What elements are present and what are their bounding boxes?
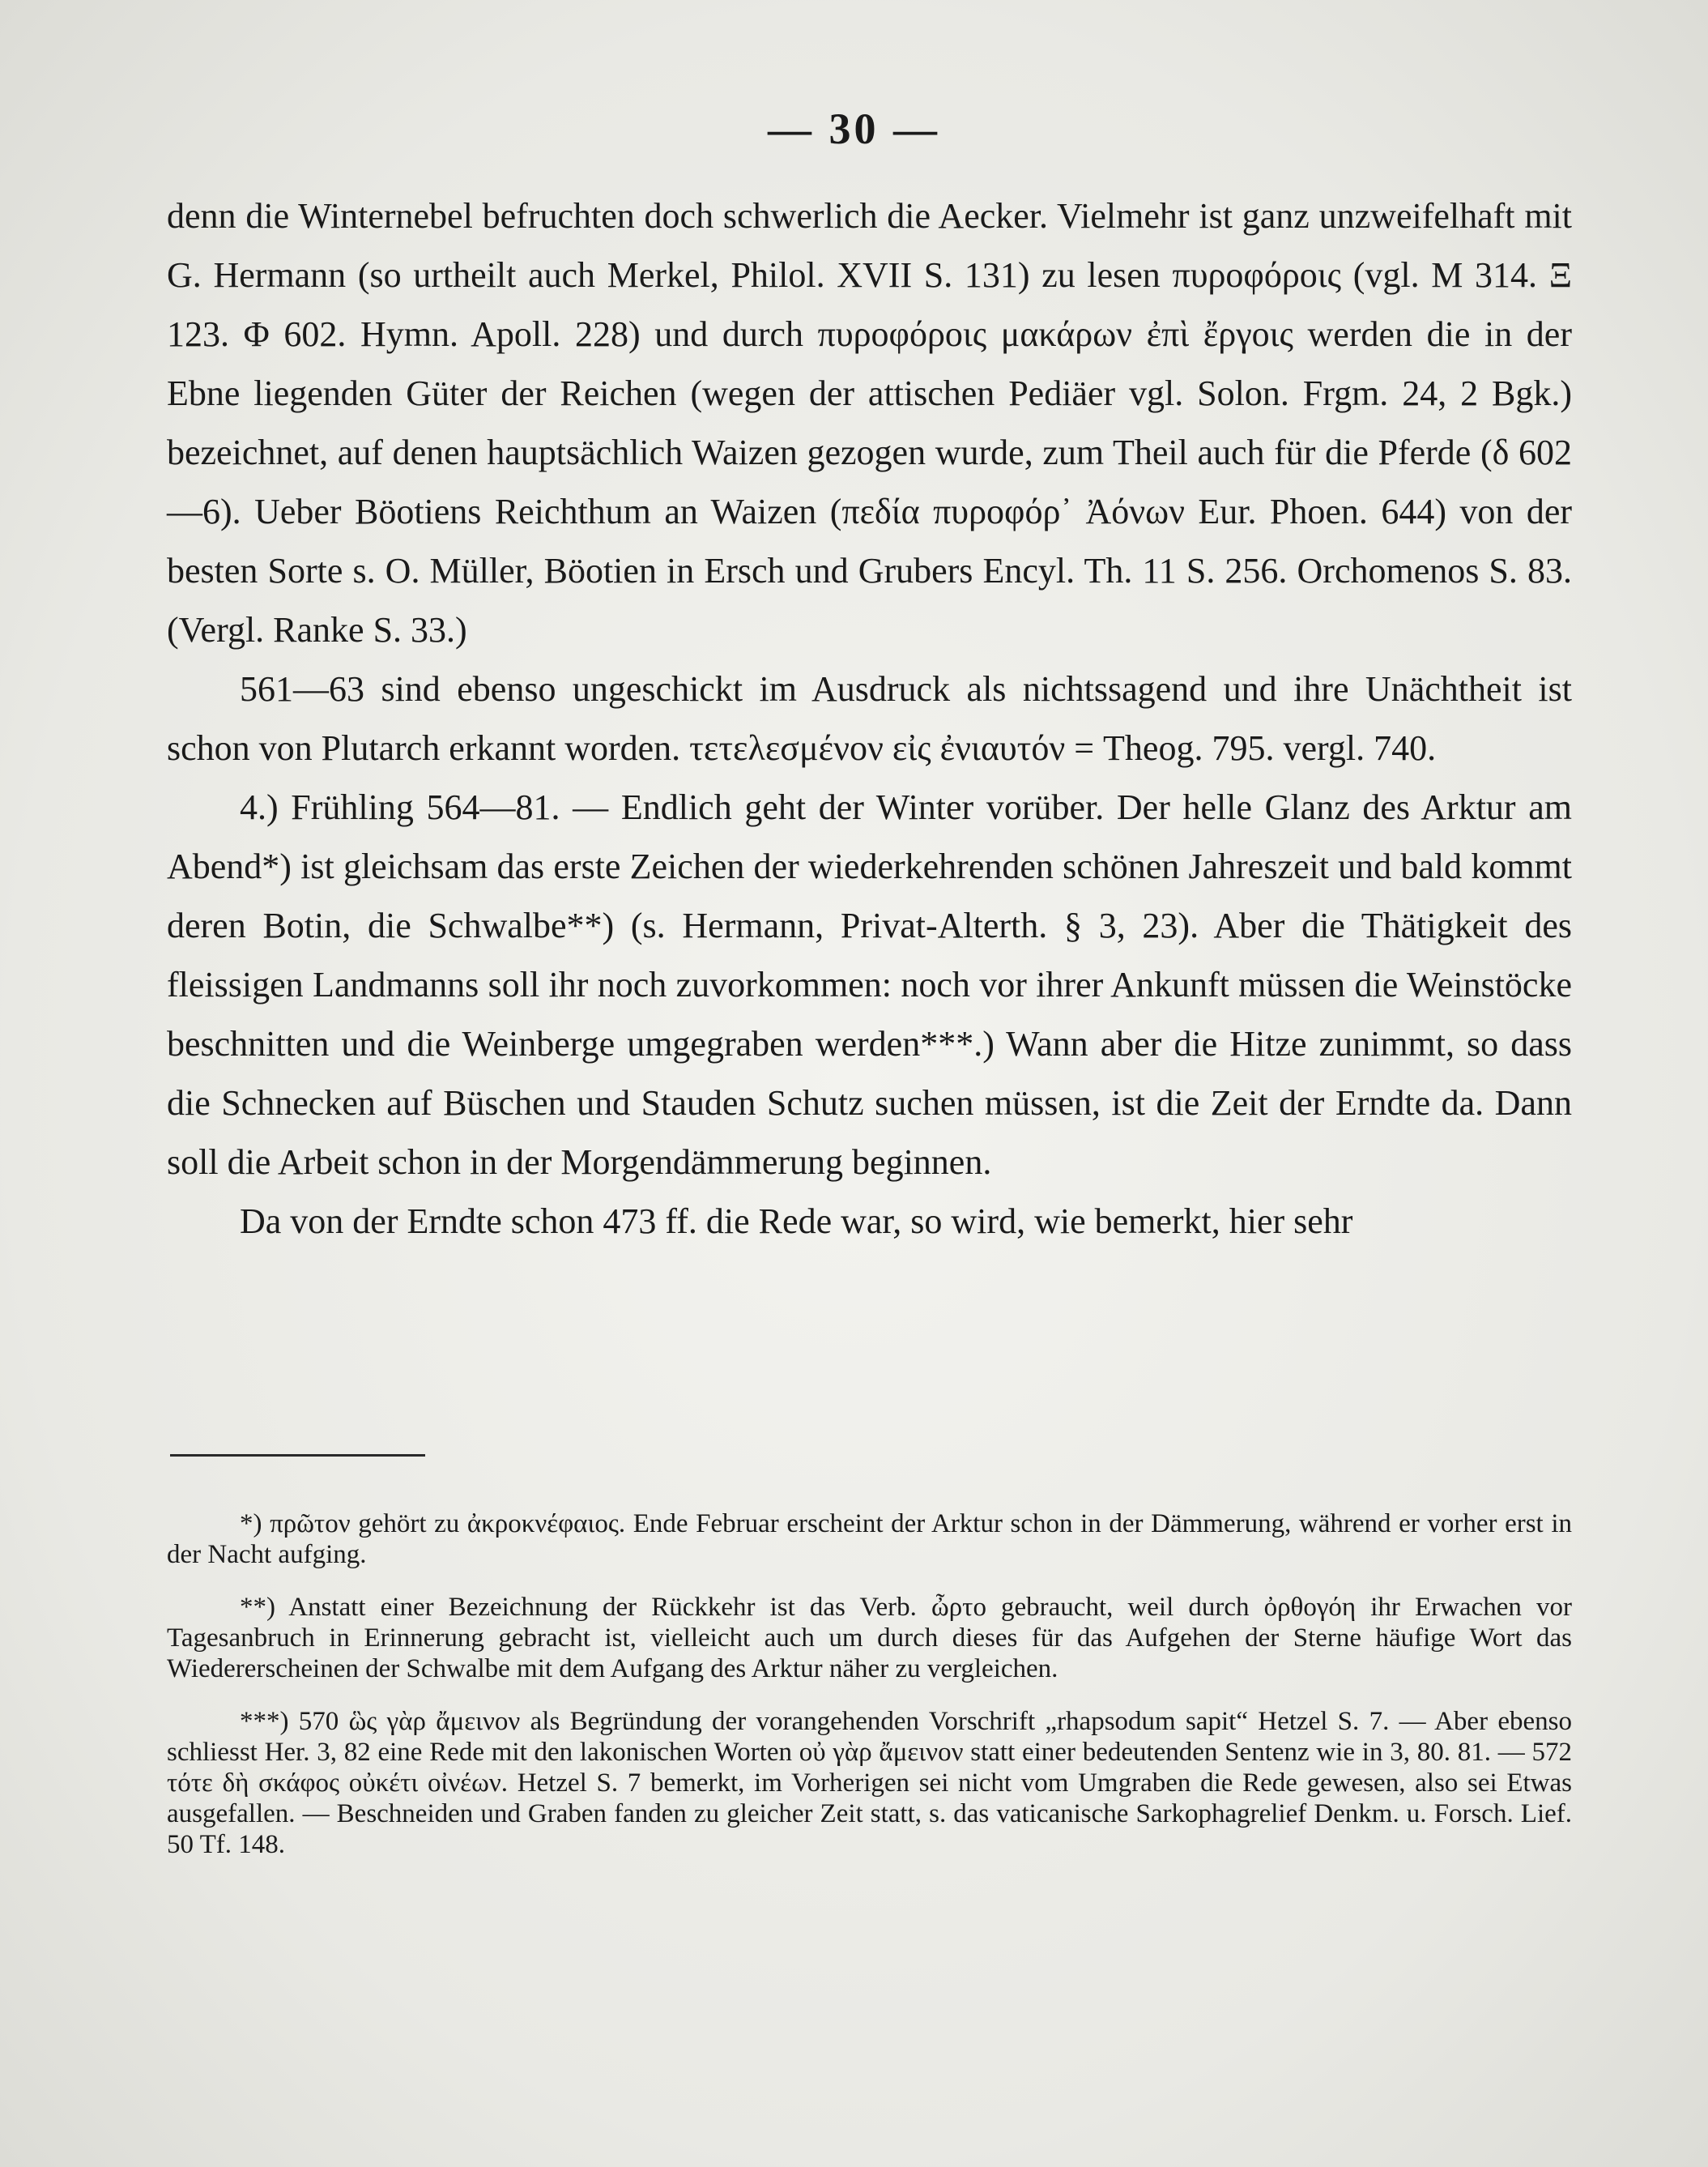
paragraph-continuation: denn die Winternebel befruchten doch schwerlich die Aecker. Vielmehr ist ganz unzweifelhaft mit G. Hermann (so urtheilt auch Merkel, Philol. XVII S. 131) zu lesen πυροφόροις (vgl. M 314. Ξ 123. Φ 602. Hymn. Apoll. 228) und durch πυροφόροις μακάρων ἐπὶ ἔργοις werden die in der Ebne liegenden Güter der Reichen (wegen der attischen Pediäer vgl. Solon. Frgm. 24, 2 Bgk.) bezeichnet, auf denen hauptsächlich Waizen gezogen wurde, zum Theil auch für die Pferde (δ 602—6). Ueber Böotiens Reichthum an Waizen (πεδία πυροφόρ᾽ Ἀόνων Eur. Phoen. 644) von der besten Sorte s. O. Müller, Böotien in Ersch und Grubers Encyl. Th. 11 S. 256. Orchomenos S. 83. (Vergl. Ranke S. 33.)	[167, 196, 1572, 650]
paragraph-561-63: 561—63 sind ebenso ungeschickt im Ausdruck als nichtssagend und ihre Unächtheit ist schon von Plutarch erkannt worden. τετελεσμένον εἰς ἐνιαυτόν = Theog. 795. vergl. 740.	[167, 669, 1572, 768]
main-text	[167, 186, 1572, 1251]
paragraph-fruehling: 4.) Frühling 564—81. — Endlich geht der Winter vorüber. Der helle Glanz des Arktur am Abend*) ist gleichsam das erste Zeichen der wiederkehrenden schönen Jahreszeit und bald kommt deren Botin, die Schwalbe**) (s. Hermann, Privat-Alterth. § 3, 23). Aber die Thätigkeit des fleissigen Landmanns soll ihr noch zuvorkommen: noch vor ihrer Ankunft müssen die Weinstöcke beschnitten und die Weinberge umgegraben werden***.) Wann aber die Hitze zunimmt, so dass die Schnecken auf Büschen und Stauden Schutz suchen müssen, ist die Zeit der Erndte da. Dann soll die Arbeit schon in der Morgendämmerung beginnen.	[167, 787, 1572, 1182]
footnote-separator	[170, 1454, 425, 1457]
footnotes	[167, 1508, 1572, 1882]
footnote-3: ***) 570 ὣς γὰρ ἄμεινον als Begründung der vorangehenden Vorschrift „rhapsodum sapit“ Hetzel S. 7. — Aber ebenso schliesst Her. 3, 82 eine Rede mit den lakonischen Worten οὐ γὰρ ἄμεινον statt einer bedeutenden Sentenz wie in 3, 80. 81. — 572 τότε δὴ σκάφος οὐκέτι οἰνέων. Hetzel S. 7 bemerkt, im Vorherigen sei nicht vom Umgraben die Rede gewesen, also sei Etwas ausgefallen. — Beschneiden und Graben fanden zu gleicher Zeit statt, s. das vaticanische Sarkophagrelief Denkm. u. Forsch. Lief. 50 Tf. 148.	[167, 1707, 1572, 1859]
footnote-1: *) πρῶτον gehört zu ἀκροκνέφαιος. Ende Februar erscheint der Arktur schon in der Dämmerung, während er vorher erst in der Nacht aufging.	[167, 1509, 1572, 1569]
paragraph-erndte: Da von der Erndte schon 473 ff. die Rede war, so wird, wie bemerkt, hier sehr	[240, 1201, 1353, 1241]
footnote-2: **) Anstatt einer Bezeichnung der Rückkehr ist das Verb. ὦρτο gebraucht, weil durch ὀρθογόη ihr Erwachen vor Tagesanbruch in Erinnerung gebracht ist, vielleicht auch um durch dieses für das Aufgehen der Sterne häufige Wort das Wiedererscheinen der Schwalbe mit dem Aufgang des Arktur näher zu vergleichen.	[167, 1593, 1572, 1683]
page-number: — 30 —	[768, 105, 940, 153]
